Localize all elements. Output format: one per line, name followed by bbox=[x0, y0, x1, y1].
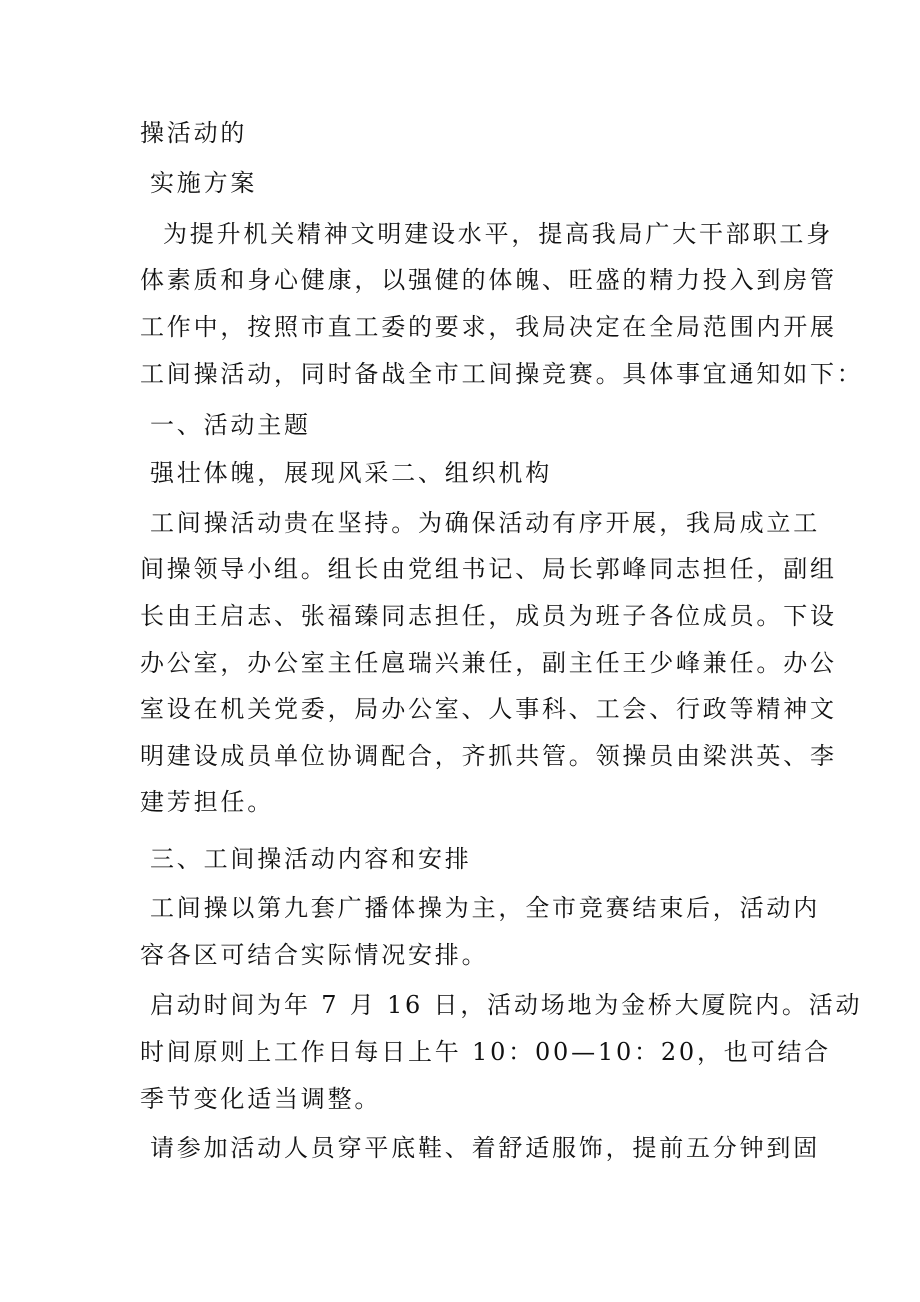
text-line: 三、工间操活动内容和安排 bbox=[150, 845, 472, 873]
text-line: 请参加活动人员穿平底鞋、着舒适服饰，提前五分钟到固 bbox=[150, 1134, 820, 1162]
text-line: 工作中，按照市直工委的要求，我局决定在全局范围内开展 bbox=[140, 313, 837, 341]
text-line: 强壮体魄，展现风采二、组织机构 bbox=[150, 459, 552, 487]
text-line: 建芳担任。 bbox=[140, 788, 274, 816]
text-line: 一、活动主题 bbox=[150, 411, 311, 439]
text-line: 工间操活动贵在坚持。为确保活动有序开展，我局成立工 bbox=[150, 509, 820, 537]
text-line: 季节变化适当调整。 bbox=[140, 1085, 382, 1113]
text-line: 明建设成员单位协调配合，齐抓共管。领操员由梁洪英、李 bbox=[140, 742, 837, 770]
text-line: 室设在机关党委，局办公室、人事科、工会、行政等精神文 bbox=[140, 695, 837, 723]
text-line: 容各区可结合实际情况安排。 bbox=[140, 941, 489, 969]
text-line: 长由王启志、张福臻同志担任，成员为班子各位成员。下设 bbox=[140, 602, 837, 630]
text-line: 办公室，办公室主任扈瑞兴兼任，副主任王少峰兼任。办公 bbox=[140, 649, 837, 677]
text-line: 间操领导小组。组长由党组书记、局长郭峰同志担任，副组 bbox=[140, 555, 837, 583]
text-line: 为提升机关精神文明建设水平，提高我局广大干部职工身 bbox=[163, 220, 833, 248]
text-line: 操活动的 bbox=[140, 119, 248, 147]
text-line: 体素质和身心健康，以强健的体魄、旺盛的精力投入到房管 bbox=[140, 266, 837, 294]
text-line: 时间原则上工作日每日上午 10：00—10：20，也可结合 bbox=[140, 1038, 831, 1066]
text-line: 启动时间为年 7 月 16 日，活动场地为金桥大厦院内。活动 bbox=[150, 991, 863, 1019]
text-line: 工间操活动，同时备战全市工间操竞赛。具体事宜通知如下： bbox=[140, 360, 864, 388]
text-line: 实施方案 bbox=[150, 169, 258, 197]
text-line: 工间操以第九套广播体操为主，全市竞赛结束后，活动内 bbox=[150, 894, 820, 922]
